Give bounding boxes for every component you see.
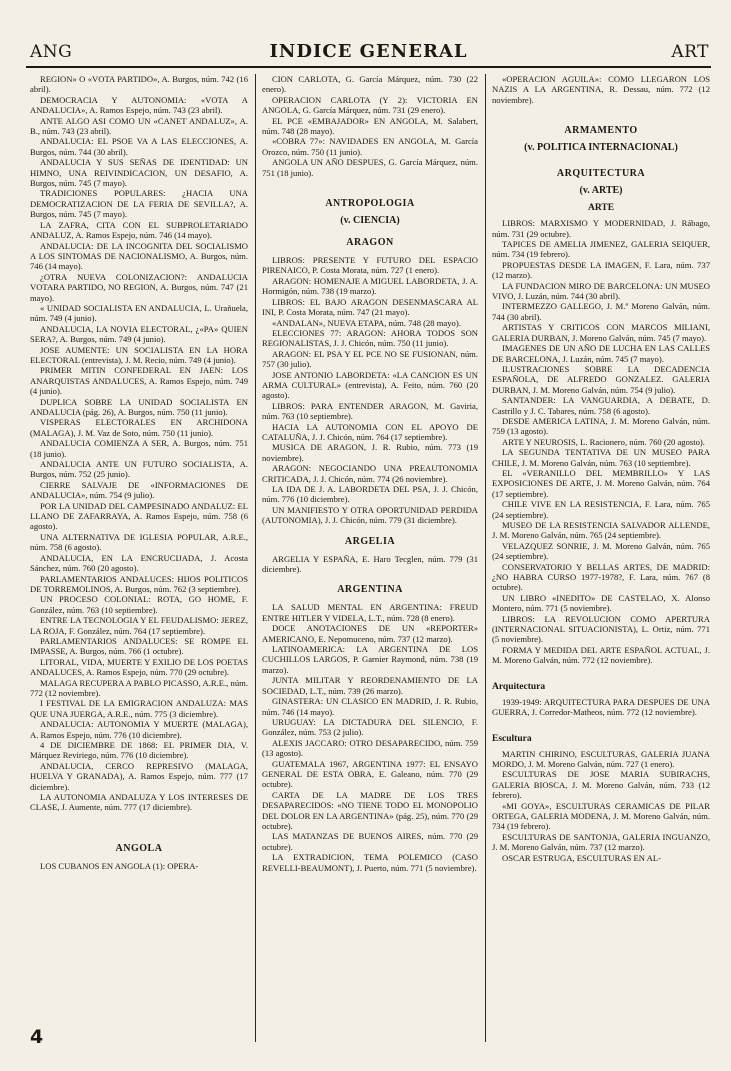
index-entry: CIERRE SALVAJE DE «INFORMACIONES DE ANDALUCIA», núm. 754 (9 julio). [30,479,248,501]
index-entry: LITORAL, VIDA, MUERTE Y EXILIO DE LOS POETAS ANDALUCES, A. Ramos Espejo, núm. 770 (29 octubre). [30,656,248,678]
index-entry: ANDALUCIA: EL PSOE VA A LAS ELECCIONES, A. Burgos, núm. 744 (30 abril). [30,136,248,157]
index-entry: TAPICES DE AMELIA JIMENEZ, GALERIA SEIQUER, núm. 734 (19 febrero). [492,239,710,260]
index-entry: REGION» O «VOTA PARTIDO», A. Burgos, núm. 742 (16 abril). [30,74,248,95]
index-entry: CARTA DE LA MADRE DE LOS TRES DESAPARECIDOS: «NO TIENE TODO EL MONOPOLIO DEL DOLOR EN LA ARGENTINA» (pág. 25), núm. 770 (29 octubre). [262,789,478,831]
index-entry: HACIA LA AUTONOMIA CON EL APOYO DE CATALUÑA, J. J. Chicón, núm. 764 (17 septiembre). [262,421,478,442]
index-entry: INTERMEZZO GALLEGO, J. M.ª Moreno Galván, núm. 744 (30 abril). [492,301,710,322]
index-entry: I FESTIVAL DE LA EMIGRACION ANDALUZA: MAS QUE UNA JUERGA, A.R.E., núm. 775 (3 diciembre). [30,698,248,719]
index-entry: JUNTA MILITAR Y REORDENAMIENTO DE LA SOCIEDAD, L.T., núm. 739 (26 marzo). [262,675,478,696]
index-entry: PROPUESTAS DESDE LA IMAGEN, F. Lara, núm. 737 (12 marzo). [492,259,710,281]
index-entry: OPERACION CARLOTA (Y 2): VICTORIA EN ANGOLA, G. García Márquez, núm. 731 (29 enero). [262,94,478,116]
index-entry: «MI GOYA», ESCULTURAS CERAMICAS DE PILAR ORTEGA, GALERIA MODENA, J. M. Moreno Galván, núm. 734 (19 febrero). [492,800,710,832]
index-entry: LA EXTRADICION, TEMA POLEMICO (CASO REVELLI-BEAUMONT), J. Puerto, núm. 771 (5 noviembre). [262,852,478,873]
index-entry: IMAGENES DE UN AÑO DE LUCHA EN LAS CALLES DE BARCELONA, J. Luzán, núm. 745 (7 mayo). [492,343,710,364]
cross-reference-arquitectura: (v. ARTE) [579,185,623,197]
index-entry: «COBRA 77»: NAVIDADES EN ANGOLA, M. García Orozco, núm. 750 (11 junio). [262,136,478,157]
index-entry: «OPERACION AGUILA»: COMO LLEGARON LOS NAZIS A LA ARGENTINA, R. Dessau, núm. 772 (12 noviembre). [492,74,710,105]
index-entry: CION CARLOTA, G. García Márquez, núm. 730 (22 enero). [262,74,478,95]
index-entry: LA SALUD MENTAL EN ARGENTINA: FREUD ENTRE HITLER Y VIDELA, L.T., núm. 728 (8 enero). [262,602,478,623]
index-entry: MUSICA DE ARAGON, J. R. Rubio, núm. 773 (19 noviembre). [262,442,478,463]
column-divider-1 [255,74,256,1042]
index-entry: MARTIN CHIRINO, ESCULTURAS, GALERIA JUANA MORDO, J. M. Moreno Galván, núm. 727 (1 enero). [492,748,710,769]
subsection-heading-arquitectura: Arquitectura [492,681,546,692]
index-entry: UN LIBRO «INEDITO» DE CASTELAO, X. Alonso Montero, núm. 771 (5 noviembre). [492,592,710,614]
index-entry: MALAGA RECUPERA A PABLO PICASSO, A.R.E., núm. 772 (12 noviembre). [30,677,248,698]
page-number: 4 [30,1026,44,1048]
index-entry: DUPLICA SOBRE LA UNIDAD SOCIALISTA EN ANDALUCIA (pág. 26), A. Burgos, núm. 750 (11 junio). [30,396,248,417]
index-entry: « UNIDAD SOCIALISTA EN ANDALUCIA, L. Urañuela, núm. 749 (4 junio). [30,302,248,324]
index-entry: ENTRE LA TECNOLOGIA Y EL FEUDALISMO: JEREZ, LA ROJA, F. González, núm. 764 (17 septiembre). [30,615,248,636]
index-entry: SANTANDER: LA VANGUARDIA, A DEBATE, D. Castrillo y J. C. Tabares, núm. 758 (6 agosto). [492,395,710,416]
index-entry: ESCULTURAS DE JOSE MARIA SUBIRACHS, GALERIA BIOSCA, J. M. Moreno Galván, núm. 733 (12 febrero). [492,769,710,801]
index-entry: PRIMER MITIN CONFEDERAL EN JAEN: LOS ANARQUISTAS ANDALUCES, A. Ramos Espejo, núm. 749 (4 junio). [30,365,248,397]
index-entry: LIBROS: MARXISMO Y MODERNIDAD, J. Rábago, núm. 731 (29 octubre). [492,218,710,239]
argentina-entries [262,602,478,873]
escultura-entries [492,749,710,863]
page-title: INDICE GENERAL [269,41,468,62]
index-entry: FORMA Y MEDIDA DEL ARTE ESPAÑOL ACTUAL, J. M. Moreno Galván, núm. 772 (12 noviembre). [492,644,710,666]
index-entry: LIBROS: PRESENTE Y FUTURO DEL ESPACIO PIRENAICO, P. Costa Morata, núm. 727 (1 enero). [262,255,478,276]
index-entry: ANDALUCIA: DE LA INCOGNITA DEL SOCIALISMO A LOS SINTOMAS DE NACIONALISMO, A. Burgos, núm. 746 (14 mayo). [30,240,248,272]
cross-reference-armamento: (v. POLITICA INTERNACIONAL) [524,142,678,154]
index-entry: CONSERVATORIO Y BELLAS ARTES, DE MADRID: ¿NO HABRA CURSO 1977-1978?, F. Lara, núm. 767 (8 octubre). [492,561,710,593]
index-entry: PARLAMENTARIOS ANDALUCES: SE ROMPE EL IMPASSE, A. Burgos, núm. 766 (1 octubre). [30,635,248,657]
index-entry: LIBROS: EL BAJO ARAGON DESENMASCARA AL INI, P. Costa Morata, núm. 747 (21 mayo). [262,296,478,318]
index-entry: JOSE ANTONIO LABORDETA: «LA CANCION ES UN ARMA CULTURAL» (entrevista), A. Feito, núm. 760 (20 agosto). [262,369,478,401]
section-heading-aragon: ARAGON [346,237,394,249]
index-entry: ARGELIA Y ESPAÑA, E. Haro Tecglen, núm. 779 (31 diciembre). [262,553,478,575]
index-entry: ILUSTRACIONES SOBRE LA DECADENCIA ESPAÑOLA, DE ALFREDO GONZALEZ. GALERIA DURBAN, J. M. Moreno Galván, núm. 754 (9 julio). [492,363,710,395]
index-entry: URUGUAY: LA DICTADURA DEL SILENCIO, F. González, núm. 753 (2 julio). [262,716,478,738]
index-entry: LIBROS: PARA ENTENDER ARAGON, M. Gaviria, núm. 763 (10 septiembre). [262,400,478,422]
index-entry: ¿OTRA NUEVA COLONIZACION?: ANDALUCIA VOTARA PARTIDO, NO REGION, A. Burgos, núm. 747 (21 mayo). [30,271,248,303]
index-entry: VELAZQUEZ SONRIE, J. M. Moreno Galván, núm. 765 (24 septiembre). [492,540,710,562]
index-entry: ELECCIONES 77: ARAGON: AHORA TODOS SON REGIONALISTAS, J. J. Chicón, núm. 750 (11 junio). [262,327,478,349]
index-entry: LA IDA DE J. A. LABORDETA DEL PSA, J. J. Chicón, núm. 776 (10 diciembre). [262,484,478,505]
index-entry: DESDE AMERICA LATINA, J. M. Moreno Galván, núm. 759 (13 agosto). [492,415,710,437]
section-heading-armamento: ARMAMENTO [564,125,638,137]
index-entry: ARTE Y NEUROSIS, L. Racionero, núm. 760 (20 agosto). [502,436,705,447]
index-entry: 1939-1949: ARQUITECTURA PARA DESPUES DE UNA GUERRA, J. Corredor-Matheos, núm. 772 (12 noviembre). [492,696,710,718]
header-range-start: ANG [30,42,73,62]
index-entry: «ANDALAN», NUEVA ETAPA, núm. 748 (28 mayo). [272,317,461,328]
arquitectura-entries [492,697,710,718]
index-entry: GUATEMALA 1967, ARGENTINA 1977: EL ENSAYO GENERAL DE ESTA OBRA, E. Galeano, núm. 770 (29 octubre). [262,758,478,790]
index-entry: ANDALUCIA Y SUS SEÑAS DE IDENTIDAD: UN HIMNO, UNA REIVINDICACION, UN DESAFIO, A. Burgos, núm. 745 (7 mayo). [30,157,248,189]
index-entry: ANDALUCIA COMIENZA A SER, A. Burgos, núm. 751 (18 junio). [30,438,248,459]
index-entry: TRADICIONES POPULARES: ¿HACIA UNA DEMOCRATIZACION DE LA FERIA DE SEVILLA?, A. Burgos, núm. 745 (7 mayo). [30,188,248,220]
index-entry: ANTE ALGO ASI COMO UN «CANET ANDALUZ», A. B., núm. 743 (23 abril). [30,115,248,137]
index-entry: VISPERAS ELECTORALES EN ARCHIDONA (MALAGA), J. M. Vaz de Soto, núm. 750 (11 junio). [30,417,248,438]
index-entry: CHILE VIVE EN LA RESISTENCIA, F. Lara, núm. 765 (24 septiembre). [492,499,710,520]
index-entry: LAS MATANZAS DE BUENOS AIRES, núm. 770 (29 octubre). [262,831,478,852]
section-heading-argentina: ARGENTINA [337,584,403,596]
angola-entries [30,861,248,871]
index-entry: ALEXIS JACCARO: OTRO DESAPARECIDO, núm. 759 (13 agosto). [262,737,478,759]
index-entry: 4 DE DICIEMBRE DE 1868: EL PRIMER DIA, V. Márquez Reviriego, núm. 776 (10 diciembre). [30,740,248,761]
argelia-entries [262,554,478,575]
index-entry: UN PROCESO COLONIAL: ROTA, GO HOME, F. González, núm. 763 (10 septiembre). [30,594,248,615]
section-heading-argelia: ARGELIA [344,535,396,547]
index-entry: OSCAR ESTRUGA, ESCULTURAS EN AL- [502,852,661,863]
cross-reference-antropologia: (v. CIENCIA) [340,215,400,227]
index-entry: ANDALUCIA ANTE UN FUTURO SOCIALISTA, A. Burgos, núm. 752 (25 junio). [30,459,248,480]
index-entry: ANGOLA UN AÑO DESPUES, G. García Márquez, núm. 751 (18 junio). [262,157,478,178]
section-heading-antropologia: ANTROPOLOGIA [325,198,415,210]
column-2 [262,74,478,1046]
arte-entries [492,218,710,665]
index-entry: DEMOCRACIA Y AUTONOMIA: «VOTA A ANDALUCIA», A. Ramos Espejo, núm. 743 (23 abril). [30,94,248,116]
index-entry: JOSE AUMENTE: UN SOCIALISTA EN LA HORA ELECTORAL (entrevista), J. M. Recio, núm. 749 (4 junio). [30,344,248,365]
index-entry: LA ZAFRA, CITA CON EL SUBPROLETARIADO ANDALUZ, A. Ramos Espejo, núm. 746 (14 mayo). [30,219,248,241]
argentina-entries-cont [492,74,710,105]
index-entry: ESCULTURAS DE SANTONJA, GALERIA INGUANZO, J. M. Moreno Galván, núm. 737 (12 marzo). [492,831,710,853]
index-entry: LA SEGUNDA TENTATIVA DE UN MUSEO PARA CHILE, J. M. Moreno Galván, núm. 763 (10 septiembre). [492,447,710,468]
index-entry: LA AUTONOMIA ANDALUZA Y LOS INTERESES DE CLASE, J. Aumente, núm. 777 (17 diciembre). [30,792,248,813]
index-entry: LATINOAMERICA: LA ARGENTINA DE LOS CUCHILLOS LARGOS, P. Garnier Raymond, núm. 738 (19 marzo). [262,644,478,675]
index-entry: LA FUNDACION MIRO DE BARCELONA: UN MUSEO VIVO, J. Luzán, núm. 744 (30 abril). [492,280,710,302]
index-entry: ANDALUCIA, CERCO REPRESIVO (MALAGA, HUELVA Y GRANADA), A. Ramos Espejo, núm. 777 (17 diciembre). [30,760,248,792]
index-entry: LIBROS: LA REVOLUCION COMO APERTURA (INTERNACIONAL SITUACIONISTA), L. Ortiz, núm. 771 (5 noviembre). [492,613,710,645]
andalucia-entries [30,74,248,813]
index-entry: GINASTERA: UN CLASICO EN MADRID, J. R. Rubio, núm. 746 (14 mayo). [262,696,478,717]
index-entry: ARAGON: NEGOCIANDO UNA PREAUTONOMIA CRITICADA, J. J. Chicón, núm. 774 (26 noviembre). [262,463,478,484]
index-entry: LOS CUBANOS EN ANGOLA (1): OPERA- [40,860,199,871]
index-entry: UN MANIFIESTO Y OTRA OPORTUNIDAD PERDIDA (AUTONOMIA), J. J. Chicón, núm. 779 (31 diciembre). [262,504,478,526]
column-3 [492,74,710,1046]
index-entry: ANDALUCIA: AUTONOMIA Y MUERTE (MALAGA), A. Ramos Espejo, núm. 776 (10 diciembre). [30,719,248,740]
index-entry: ARTISTAS Y CRITICOS CON MARCOS MILIANI, GALERIA DURBAN, J. Moreno Galván, núm. 745 (7 mayo). [492,322,710,343]
index-entry: UNA ALTERNATIVA DE IGLESIA POPULAR, A.R.E., núm. 758 (6 agosto). [30,531,248,553]
index-entry: ANDALUCIA, EN LA ENCRUCIJADA, J. Acosta Sánchez, núm. 760 (20 agosto). [30,552,248,574]
page-header [26,38,711,68]
index-entry: EL PCE «EMBAJADOR» EN ANGOLA, M. Salabert, núm. 748 (28 mayo). [262,115,478,137]
column-divider-2 [485,74,486,1042]
index-entry: POR LA UNIDAD DEL CAMPESINADO ANDALUZ: EL LLANO DE ZAFARRAYA, A. Ramos Espejo, núm. 758 (6 agosto). [30,500,248,532]
header-range-end: ART [671,42,709,62]
angola-entries-cont [262,74,478,178]
index-entry: DOCE ANOTACIONES DE UN «REPORTER» AMERICANO, E. Nepomuceno, núm. 737 (12 marzo). [262,623,478,644]
section-heading-angola: ANGOLA [115,842,163,854]
index-entry: ARAGON: EL PSA Y EL PCE NO SE FUSIONAN, núm. 757 (30 julio). [262,348,478,370]
index-entry: MUSEO DE LA RESISTENCIA SALVADOR ALLENDE, J. M. Moreno Galván, núm. 765 (24 septiembre). [492,520,710,541]
aragon-entries [262,255,478,526]
section-heading-arte: ARTE [587,203,615,214]
column-1 [30,74,248,1046]
index-entry: EL «VERANILLO DEL MEMBRILLO» Y LAS EXPOSICIONES DE ARTE, J. M. Moreno Galván, núm. 764 (17 septiembre). [492,467,710,499]
index-entry: ANDALUCIA, LA NOVIA ELECTORAL, ¿«PA» QUIEN SERA?, A. Burgos, núm. 749 (4 junio). [30,323,248,345]
index-entry: ARAGON: HOMENAJE A MIGUEL LABORDETA, J. A. Hormigón, núm. 738 (19 marzo). [262,275,478,297]
subsection-heading-escultura: Escultura [492,733,532,744]
index-entry: PARLAMENTARIOS ANDALUCES: HIJOS POLITICOS DE TORREMOLINOS, A. Burgos, núm. 762 (3 septiembre). [30,573,248,594]
section-heading-arquitectura: ARQUITECTURA [556,168,646,180]
